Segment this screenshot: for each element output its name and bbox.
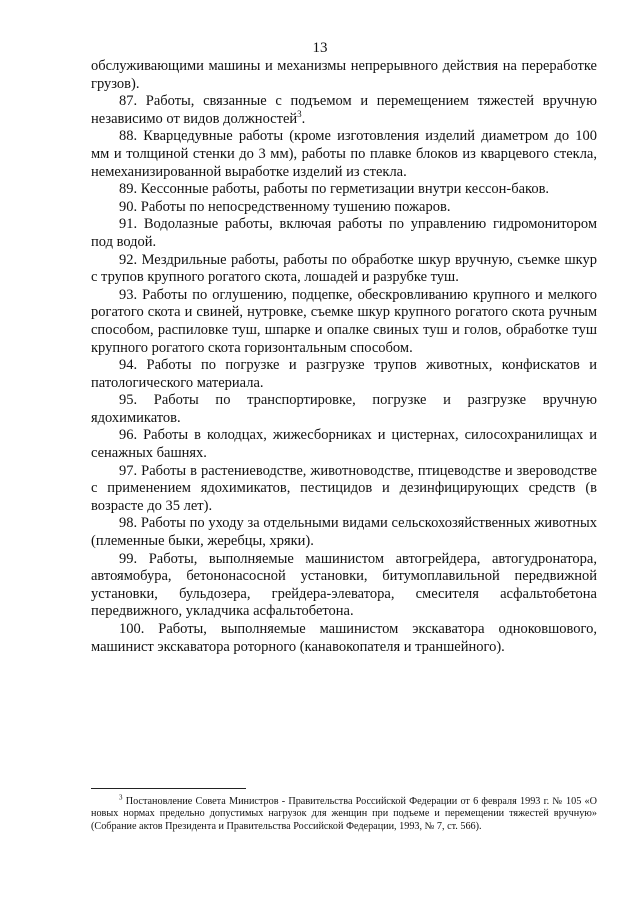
paragraph-text: 89. Кессонные работы, работы по герметизации внутри кессон-баков.: [119, 181, 550, 198]
paragraph: [91, 128, 597, 181]
paragraph: [91, 551, 597, 621]
paragraph: [91, 463, 597, 516]
paragraph-text: 97. Работы в растениеводстве, животноводстве, птицеводстве и звероводстве с применением ядохимикатов, пестицидов и дезинфицирующих средств (в возрасте до 35 лет).: [91, 462, 597, 514]
paragraph: [91, 357, 597, 392]
paragraph-text: 100. Работы, выполняемые машинистом экскаватора одноковшового, машинист экскаватора роторного (канавокопателя и траншейного).: [91, 621, 597, 655]
page-number: 13: [312, 40, 328, 56]
paragraph-tail: .: [301, 110, 306, 127]
paragraph-text: 94. Работы по погрузке и разгрузке трупов животных, конфискатов и патологического материала.: [91, 357, 597, 391]
paragraph: [91, 181, 597, 199]
paragraph: [91, 216, 597, 251]
paragraph-text: 93. Работы по оглушению, подцепке, обескровливанию крупного и мелкого рогатого скота и свиней, нутровке, съемке шкур крупного рогатого скота ручным способом, распиловке туш, шпарке и опалке свиных туш и голов, обработке туш крупного рогатого скота горизонтальным способом.: [91, 286, 597, 356]
paragraph-text: 90. Работы по непосредственному тушению пожаров.: [119, 198, 451, 215]
paragraph-text: 95. Работы по транспортировке, погрузке и разгрузке вручную ядохимикатов.: [91, 392, 597, 426]
paragraph: [91, 252, 597, 287]
paragraph: [91, 58, 597, 93]
paragraph: [91, 287, 597, 357]
paragraph-text: обслуживающими машины и механизмы непрерывного действия на переработке грузов).: [91, 58, 597, 92]
paragraph-text: 92. Мездрильные работы, работы по обработке шкур вручную, съемке шкур с трупов крупного рогатого скота, лошадей и разрубке туш.: [91, 251, 597, 286]
paragraph-text: 91. Водолазные работы, включая работы по управлению гидромонитором под водой.: [91, 216, 597, 250]
paragraph: [91, 199, 597, 217]
paragraph-text: 88. Кварцедувные работы (кроме изготовления изделий диаметром до 100 мм и толщиной стенки до 3 мм), работы по плавке блоков из кварцевого стекла, немеханизированной выработке изделий из стекла.: [91, 128, 597, 180]
paragraph: [91, 515, 597, 550]
footnote-text: Постановление Совета Министров - Правительства Российской Федерации от 6 февраля 1993 г. № 105 «О новых нормах предельно допустимых нагрузок для женщин при подъеме и перемещении тяжестей вручную» (Собрание актов Президента и Правительства Российской Федерации, 1993, № 7, ст. 566).: [91, 796, 597, 832]
footnote-separator: [91, 788, 246, 789]
paragraph: [91, 427, 597, 462]
paragraph-text: 96. Работы в колодцах, жижесборниках и цистернах, силосохранилищах и сенажных башнях.: [91, 427, 597, 462]
paragraph: [91, 392, 597, 427]
paragraph-text: 98. Работы по уходу за отдельными видами сельскохозяйственных животных (племенные быки, жеребцы, хряки).: [91, 515, 597, 550]
paragraph-text: 87. Работы, связанные с подъемом и перемещением тяжестей вручную независимо от видов должностей: [91, 93, 597, 127]
footnote-reference: 3: [297, 108, 302, 119]
paragraph: [91, 621, 597, 656]
paragraph-text: 99. Работы, выполняемые машинистом автогрейдера, автогудронатора, автоямобура, бетононасосной установки, битумоплавильной передвижной установки, бульдозера, грейдера-элеватора, смесителя асфальтобетона передвижного, укладчика асфальтобетона.: [91, 550, 597, 620]
footnote: [91, 793, 597, 833]
footnote-marker: 3: [119, 793, 123, 802]
body-text: [91, 58, 597, 656]
paragraph: [91, 93, 597, 128]
